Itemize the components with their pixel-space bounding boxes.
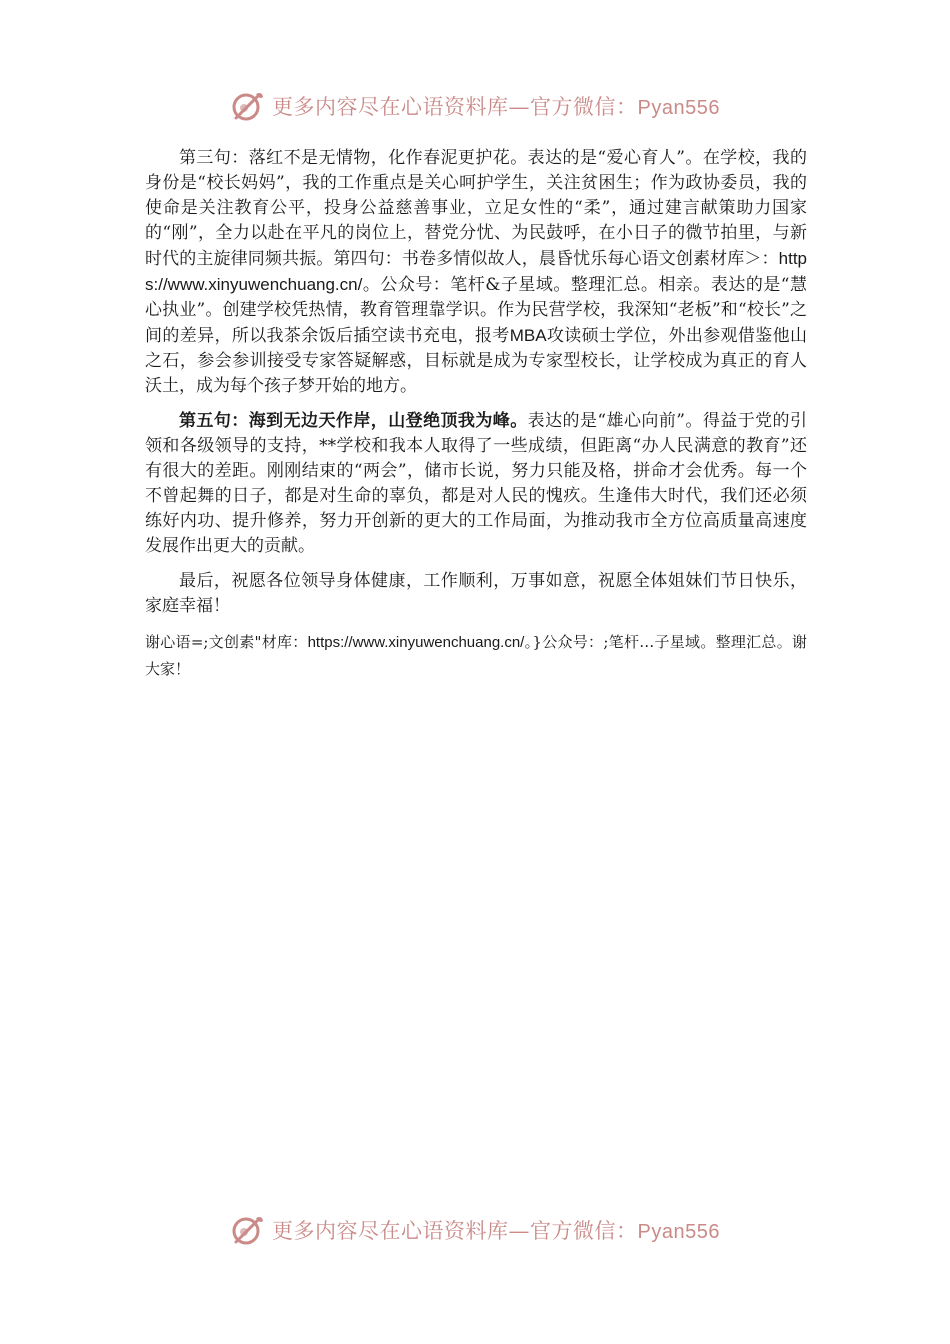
ink-brush-logo-icon xyxy=(230,1212,266,1248)
website-link: https://www.xinyuwenchuang.cn/ xyxy=(145,249,807,294)
header-banner xyxy=(0,86,950,126)
banner-text: 更多内容尽在心语资料库—官方微信：Pyan556 xyxy=(272,1219,720,1243)
wechat-id: Pyan556 xyxy=(637,1221,720,1243)
footer-banner xyxy=(0,1210,950,1250)
paragraph-fifth-sentence: 第五句：海到无边天作岸，山登绝顶我为峰。表达的是“雄心向前”。得益于党的引领和各级领导的支持，**学校和我本人取得了一些成绩，但距离“办人民满意的教育”还有很大的差距。刚刚结束的“两会”，储市长说，努力只能及格，拼命才会优秀。每一个不曾起舞的日子，都是对生命的辜负，都是对人民的愧疚。生逢伟大时代，我们还必须练好内功、提升修养，努力开创新的更大的工作局面，为推动我市全方位高质量高速度发展作出更大的贡献。 xyxy=(145,411,807,556)
paragraph-third-fourth-sentence: 第三句：落红不是无情物，化作春泥更护花。表达的是“爱心育人”。在学校，我的身份是“校长妈妈”，我的工作重点是关心呵护学生，关注贫困生；作为政协委员，我的使命是关注教育公平，投身公益慈善事业，立足女性的“柔”，通过建言献策助力国家的“刚”，全力以赴在平凡的岗位上，替党分忧、为民鼓呼，在小日子的微节拍里，与新时代的主旋律同频共振。第四句：书卷多情似故人，晨昏忧乐每心语文创素材库＞：https://www.xinyuwenchuang.cn/。公众号：笔杆&子星域。整理汇总。相亲。表达的是“慧心执业”。创建学校凭热情，教育管理靠学识。作为民营学校，我深知“老板”和“校长”之间的差异，所以我茶余饭后插空读书充电，报考MBA攻读硕士学位，外出参观借鉴他山之石，参会参训接受专家答疑解惑，目标就是成为专家型校长，让学校成为真正的育人沃土，成为每个孩子梦开始的地方。 xyxy=(145,148,808,396)
ink-brush-logo-icon xyxy=(230,88,266,124)
document-body xyxy=(145,146,807,682)
footer-website-link: https://www.xinyuwenchuang.cn/ xyxy=(307,634,525,651)
banner-text: 更多内容尽在心语资料库—官方微信：Pyan556 xyxy=(272,95,720,119)
fifth-sentence-heading: 第五句：海到无边天作岸，山登绝顶我为峰。 xyxy=(179,411,528,431)
paragraph-closing: 最后，祝愿各位领导身体健康，工作顺利，万事如意，祝愿全体姐妹们节日快乐，家庭幸福！ xyxy=(145,571,807,616)
wechat-id: Pyan556 xyxy=(637,97,720,119)
footer-note: 谢心语=;文创素"材库：https://www.xinyuwenchuang.cn/。}公众号：;笔杆…子星域。整理汇总。谢大家！ xyxy=(145,633,807,678)
